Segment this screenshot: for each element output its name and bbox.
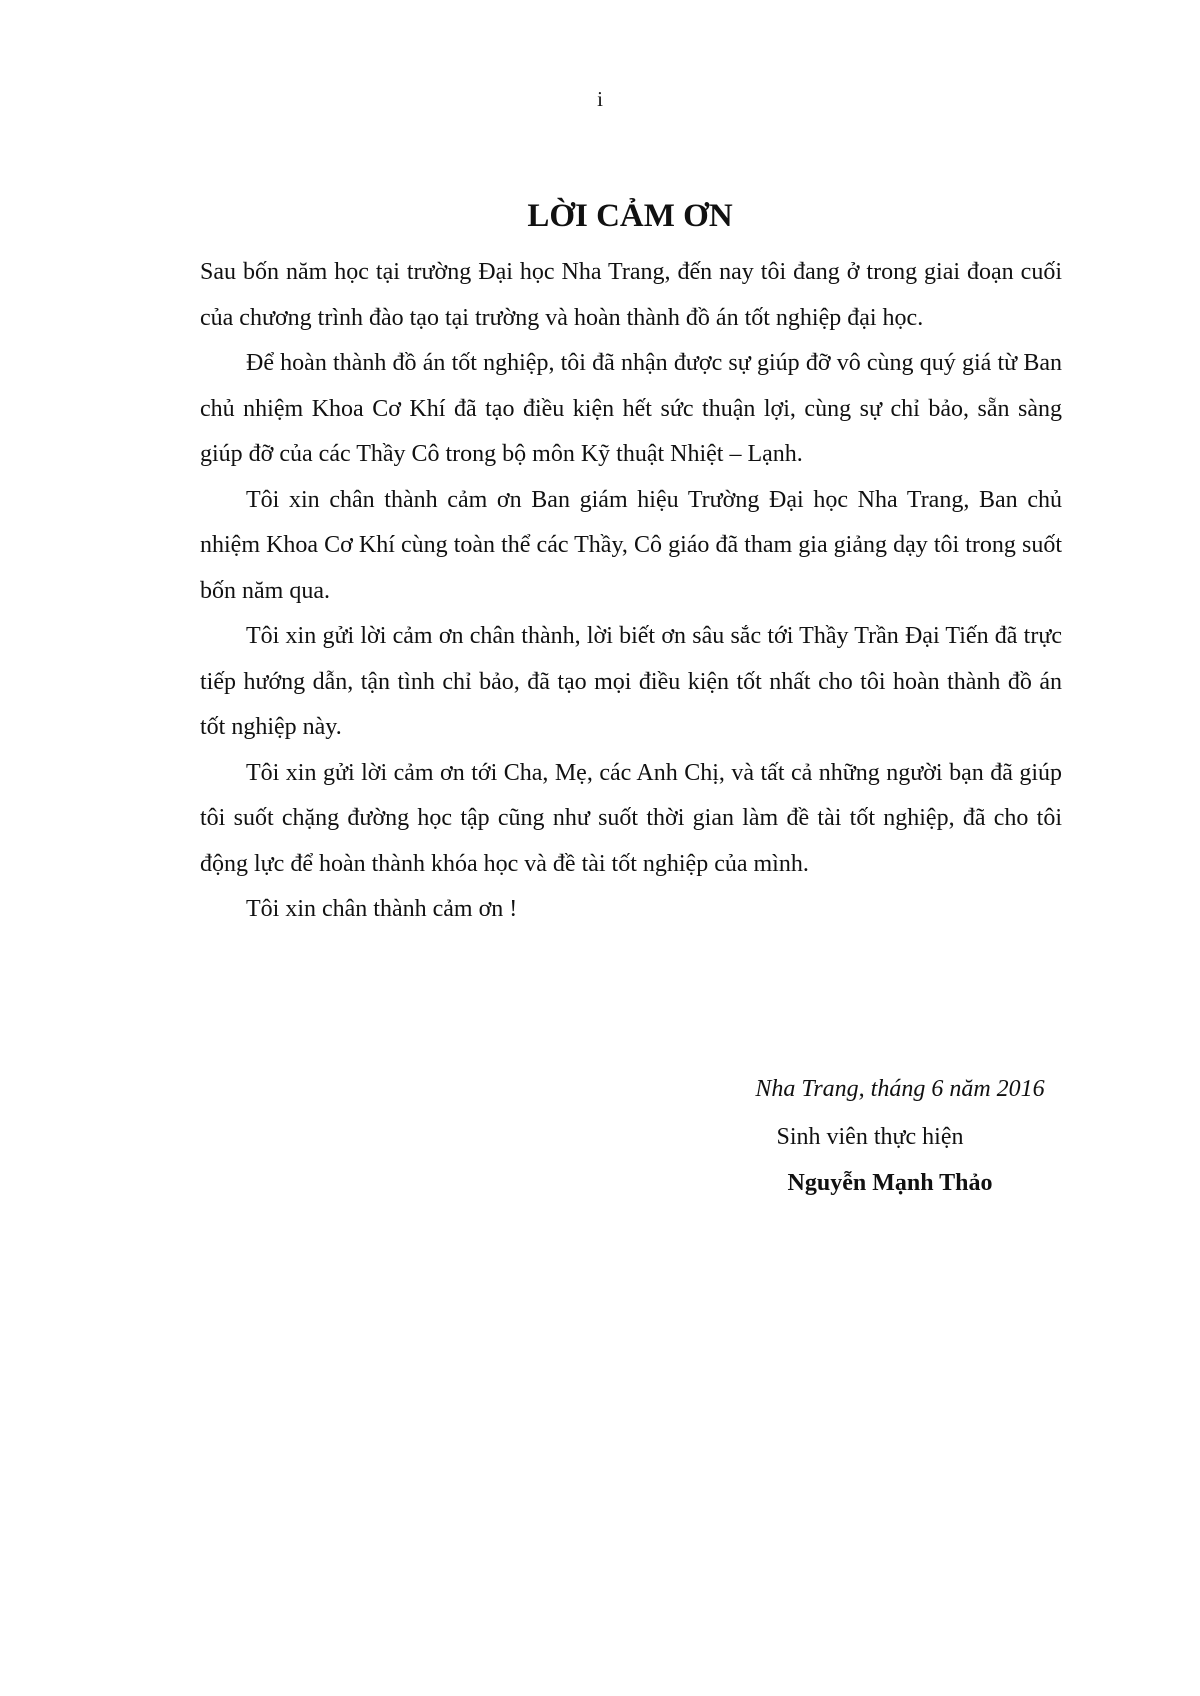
signature-role: Sinh viên thực hiện [776,1124,964,1150]
signature-name: Nguyễn Mạnh Thảo [787,1170,993,1196]
paragraph-2: Để hoàn thành đồ án tốt nghiệp, tôi đã nhận được sự giúp đỡ vô cùng quý giá từ Ban chủ nhiệm Khoa Cơ Khí đã tạo điều kiện hết sức thuận lợi, cùng sự chỉ bảo, sẵn sàng giúp đỡ của các Thầy Cô trong bộ môn Kỹ thuật Nhiệt – Lạnh. [200,350,1062,467]
page-title: LỜI CẢM ƠN [527,198,733,234]
paragraph-3: Tôi xin chân thành cảm ơn Ban giám hiệu Trường Đại học Nha Trang, Ban chủ nhiệm Khoa Cơ Khí cùng toàn thể các Thầy, Cô giáo đã tham gia giảng dạy tôi trong suốt bốn năm qua. [200,486,1062,604]
paragraph-5: Tôi xin gửi lời cảm ơn tới Cha, Mẹ, các Anh Chị, và tất cả những người bạn đã giúp tôi suốt chặng đường học tập cũng như suốt thời gian làm đề tài tốt nghiệp, đã cho tôi động lực để hoàn thành khóa học và đề tài tốt nghiệp của mình. [200,759,1062,877]
page-number: i [597,87,603,111]
signature-place-date: Nha Trang, tháng 6 năm 2016 [755,1076,1045,1102]
paragraph-6: Tôi xin chân thành cảm ơn ! [246,896,518,922]
paragraph-1: Sau bốn năm học tại trường Đại học Nha Trang, đến nay tôi đang ở trong giai đoạn cuối của chương trình đào tạo tại trường và hoàn thành đồ án tốt nghiệp đại học. [200,259,1062,331]
paragraph-4: Tôi xin gửi lời cảm ơn chân thành, lời biết ơn sâu sắc tới Thầy Trần Đại Tiến đã trực tiếp hướng dẫn, tận tình chỉ bảo, đã tạo mọi điều kiện tốt nhất cho tôi hoàn thành đồ án tốt nghiệp này. [200,623,1062,740]
acknowledgement-body [200,250,1062,933]
